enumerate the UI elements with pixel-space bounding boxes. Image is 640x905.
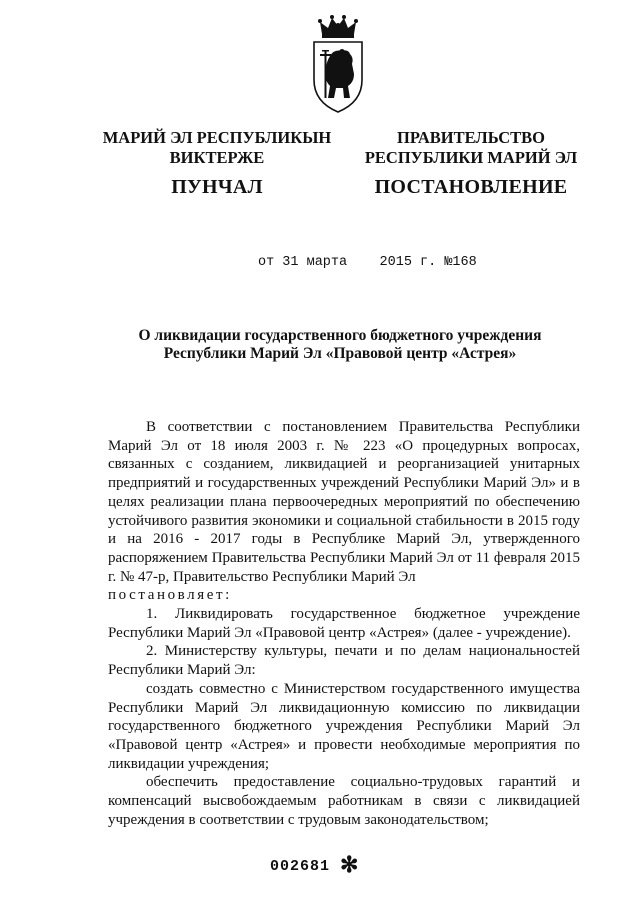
body-item-2-sub-2: обеспечить предоставление социально-трудовых гарантий и компенсаций высвобождаемым работникам в связи с ликвидацией учреждения в соответствии с трудовым законодательством; (108, 774, 580, 828)
header-right-doc-type: ПОСТАНОВЛЕНИЕ (374, 176, 568, 198)
body-intro: В соответствии с постановлением Правительства Республики Марий Эл от 18 июля 2003 г. № 223 «О процедурных вопросах, связанных с созданием, ликвидацией и реорганизацией унитарных предприятий и государственных учреждений Республики Марий Эл» и в целях реализации плана первоочередных мероприятий по обеспечению устойчивого развития экономики и социальной стабильности в 2015 году и на 2016 - 2017 годы в Республике Марий Эл, утвержденного распоряжением Правительства Республики Марий Эл от 11 февраля 2015 г. № 47-р, Правительство Республики Марий Эл (108, 419, 580, 585)
header-left-block (92, 128, 342, 197)
coat-of-arms-icon (298, 12, 378, 116)
body-item-2: 2. Министерству культуры, печати и по делам национальностей Республики Марий Эл: (108, 643, 580, 679)
header-right-line2: РЕСПУБЛИКИ МАРИЙ ЭЛ (364, 148, 578, 167)
header-right-block (346, 128, 596, 197)
serial-number: 002681 (270, 858, 331, 875)
body-item-1: 1. Ликвидировать государственное бюджетное учреждение Республики Марий Эл «Правовой центр «Астрея» (далее - учреждение). (108, 606, 580, 641)
star-mark-icon: ✻ (340, 852, 359, 877)
header-right-line1: ПРАВИТЕЛЬСТВО (397, 128, 545, 147)
document-body (108, 418, 580, 829)
body-decree-word: постановляет: (108, 587, 232, 604)
header-left-line2: ВИКТЕРЖЕ (169, 148, 265, 167)
title-line1: О ликвидации государственного бюджетного учреждения (138, 327, 542, 344)
header-left-doc-type: ПУНЧАЛ (171, 176, 263, 198)
body-item-2-sub-1: создать совместно с Министерством государственного имущества Республики Марий Эл ликвидационную комиссию по ликвидации государственного бюджетного учреждения Республики Марий Эл «Правовой центр «Астрея» и провести необходимые мероприятия по ликвидации учреждения; (108, 680, 580, 772)
title-line2: Республики Марий Эл «Правовой центр «Астрея» (163, 345, 517, 362)
document-date-number: от 31 марта 2015 г. №168 (258, 255, 477, 270)
header-left-line1: МАРИЙ ЭЛ РЕСПУБЛИКЫН (102, 128, 332, 147)
document-title (100, 327, 580, 363)
